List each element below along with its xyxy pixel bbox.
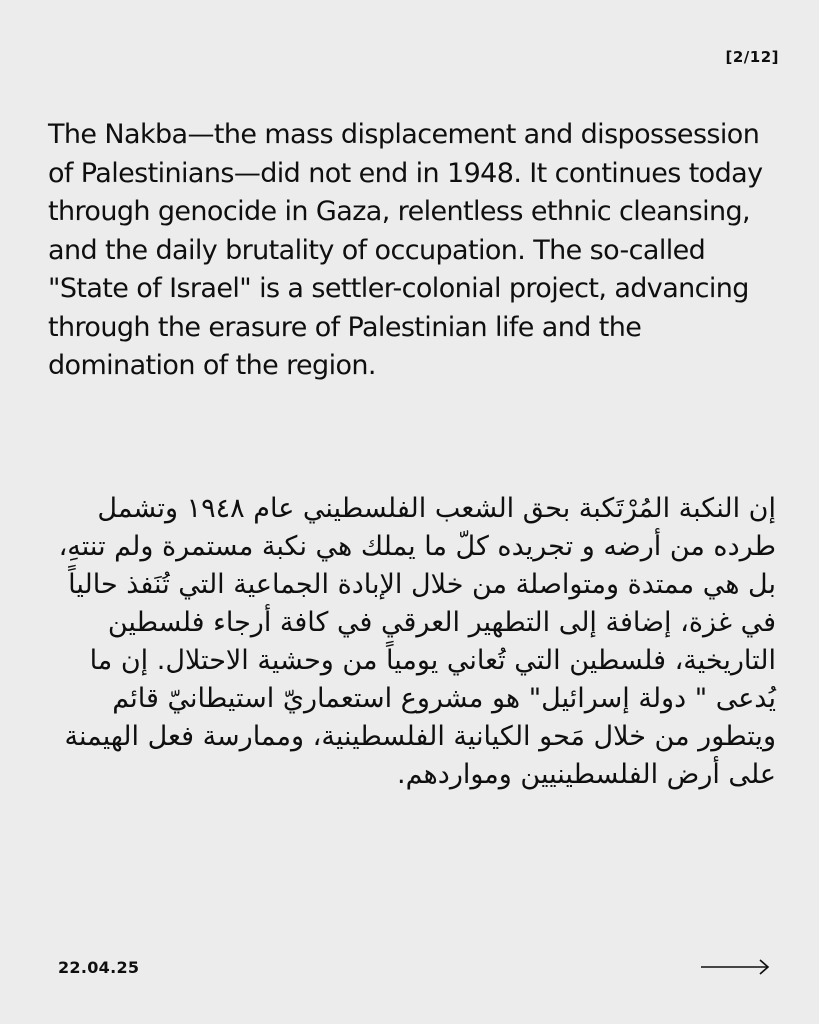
page-counter: [2/12] bbox=[725, 48, 779, 66]
arabic-paragraph: إن النكبة المُرْتَكبة بحق الشعب الفلسطيني عام ١٩٤٨ وتشمل طرده من أرضه و تجريده كلّ ما يملك هي نكبة مستمرة ولم تنتهِ، بل هي ممتدة ومتواصلة من خلال الإبادة الجماعية التي تُنَفذ حالياً في غزة، إضافة إلى التطهير العرقي في كافة أرجاء فلسطين التاريخية، فلسطين التي تُعاني يومياً من وحشية الاحتلال. إن ما يُدعى " دولة إسرائيل" هو مشروع استعماريّ استيطانيّ قائم ويتطور من خلال مَحو الكيانية الفلسطينية، وممارسة فعل الهيمنة على أرض الفلسطينيين ومواردهم. bbox=[58, 493, 776, 790]
right-arrow-icon bbox=[700, 956, 772, 978]
english-paragraph: The Nakba—the mass displacement and dispossession of Palestinians—did not end in 1948. It continues today through genocide in Gaza, relentless ethnic cleansing, and the daily brutality of occupation. The so-called "State of Israel" is a settler-colonial project, advancing through the erasure of Palestinian life and the domination of the region. bbox=[48, 119, 763, 381]
footer-date: 22.04.25 bbox=[58, 958, 140, 977]
next-arrow-icon[interactable] bbox=[700, 956, 772, 978]
